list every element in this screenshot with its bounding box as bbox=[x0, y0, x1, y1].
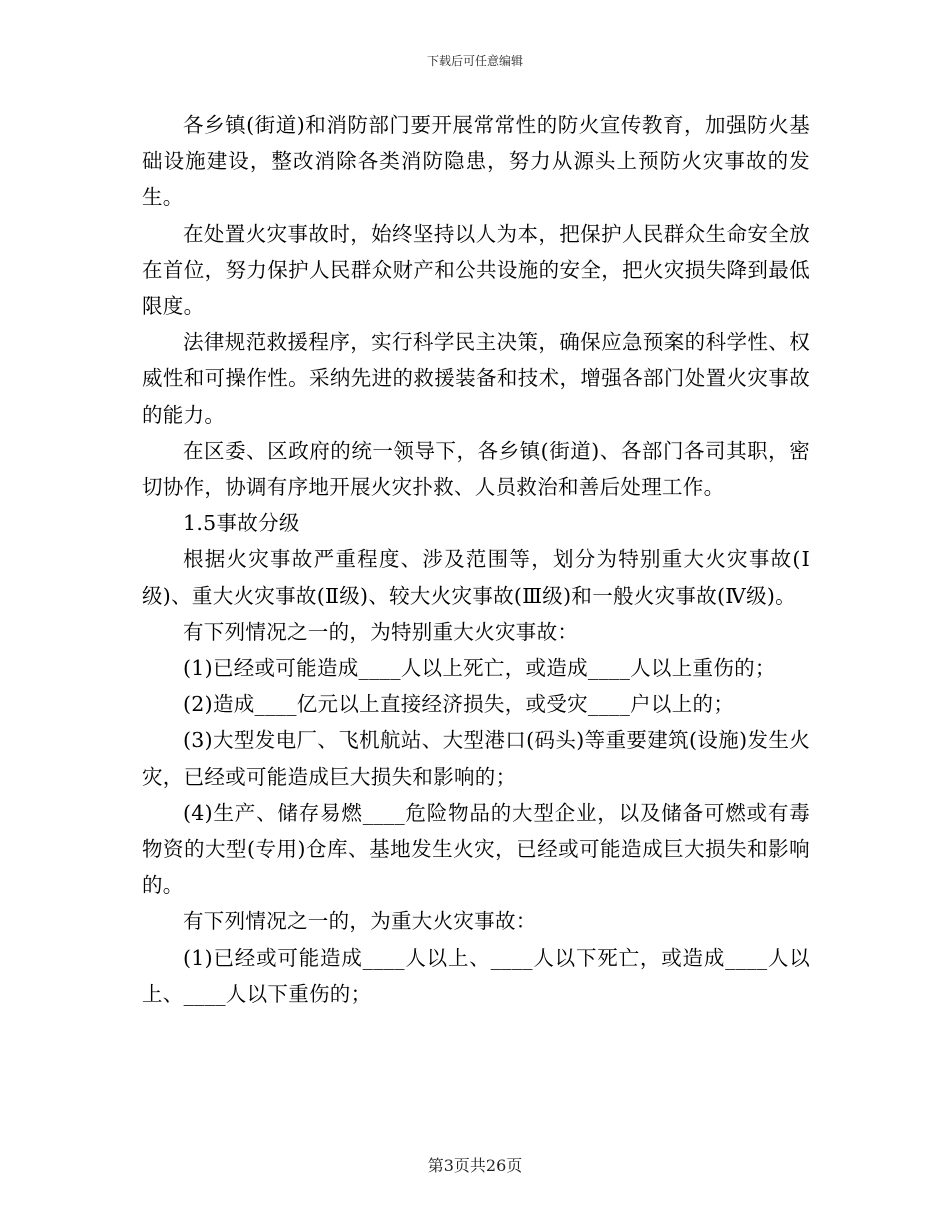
paragraph-fire-prevention: 各乡镇(街道)和消防部门要开展常常性的防火宣传教育，加强防火基础设施建设，整改消除各类消防隐患，努力从源头上预防火灾事故的发生。 bbox=[142, 113, 810, 210]
list-item-especially-major-4: (4)生产、储存易燃____危险物品的大型企业，以及储备可燃或有毒物资的大型(专用)仓库、基地发生火灾，已经或可能造成巨大损失和影响的。 bbox=[142, 800, 810, 898]
page-number: 第3页共26页 bbox=[427, 1156, 523, 1175]
list-item-especially-major-2: (2)造成____亿元以上直接经济损失，或受灾____户以上的； bbox=[183, 692, 735, 717]
list-item-especially-major-3: (3)大型发电厂、飞机航站、大型港口(码头)等重要建筑(设施)发生火灾，已经或可能造成巨大损失和影响的； bbox=[142, 728, 810, 789]
paragraph-major-intro: 有下列情况之一的，为重大火灾事故： bbox=[183, 909, 537, 934]
paragraph-rescue-procedure: 法律规范救援程序，实行科学民主决策，确保应急预案的科学性、权威性和可操作性。采纳先进的救援装备和技术，增强各部门处置火灾事故的能力。 bbox=[142, 330, 810, 427]
page-header: 下载后可任意编辑 bbox=[426, 54, 523, 68]
list-item-especially-major-1: (1)已经或可能造成____人以上死亡，或造成____人以上重伤的； bbox=[183, 656, 776, 681]
document-body bbox=[142, 107, 810, 1012]
paragraph-people-first: 在处置火灾事故时，始终坚持以人为本，把保护人民群众生命安全放在首位，努力保护人民群众财产和公共设施的安全，把火灾损失降到最低限度。 bbox=[142, 221, 810, 319]
paragraph-especially-major-intro: 有下列情况之一的，为特别重大火灾事故： bbox=[183, 619, 579, 644]
list-item-major-1: (1)已经或可能造成____人以上、____人以下死亡，或造成____人以上、____人以下重伤的； bbox=[142, 945, 810, 1006]
section-heading-incident-levels: 1.5事故分级 bbox=[183, 511, 300, 536]
paragraph-level-classification: 根据火灾事故严重程度、涉及范围等，划分为特别重大火灾事故(Ⅰ级)、重大火灾事故(Ⅱ级)、较大火灾事故(Ⅲ级)和一般火灾事故(Ⅳ级)。 bbox=[142, 547, 810, 608]
paragraph-unified-leadership: 在区委、区政府的统一领导下，各乡镇(街道)、各部门各司其职，密切协作，协调有序地开展火灾扑救、人员救治和善后处理工作。 bbox=[142, 438, 810, 500]
